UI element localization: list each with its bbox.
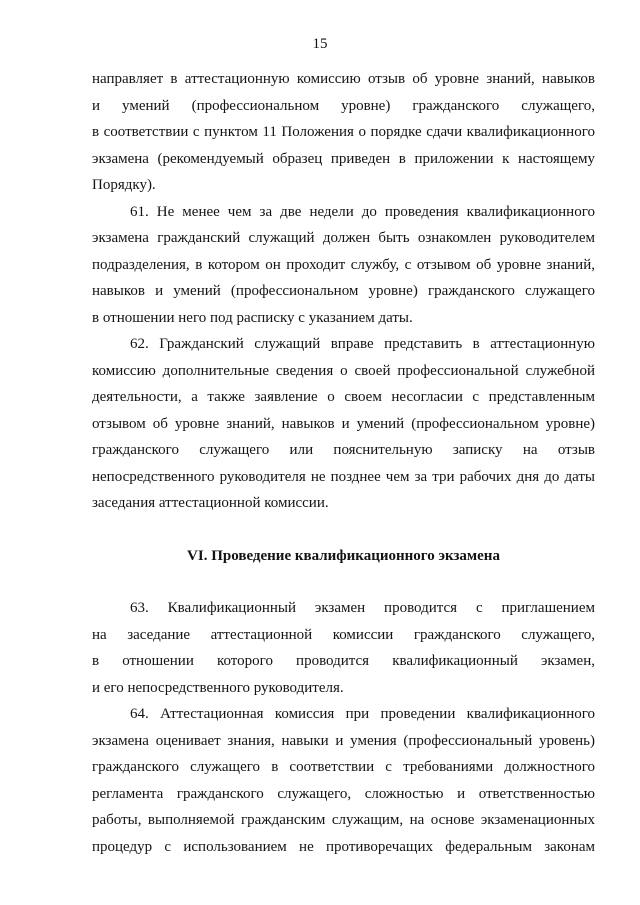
text-line: навыков и умений (профессиональном уровне) гражданского служащего (92, 283, 595, 299)
text-line: на заседание аттестационной комиссии гражданского служащего, (92, 626, 595, 643)
text-line: в отношении него под расписку с указанием даты. (92, 309, 413, 326)
paragraph-63 (92, 595, 595, 701)
text-line: подразделения, в котором он проходит службу, с отзывом об уровне знаний, (92, 256, 595, 273)
text-line: экзамена гражданский служащий должен быть ознакомлен руководителем (92, 230, 595, 246)
text-line: гражданского служащего или пояснительную записку на отзыв (92, 442, 595, 458)
paragraph-64 (92, 701, 595, 860)
text-line: 62. Гражданский служащий вправе представить в аттестационную (130, 336, 595, 352)
text-line: комиссию дополнительные сведения о своей профессиональной служебной (92, 362, 595, 379)
text-line: деятельности, а также заявление о своем несогласии с представленным (92, 389, 595, 405)
text-line: работы, выполняемой гражданским служащим, на основе экзаменационных (92, 812, 595, 828)
spacer (92, 517, 595, 543)
page-number: 15 (312, 36, 328, 52)
text-line: процедур с использованием не противоречащих федеральным законам (92, 838, 595, 855)
text-line: и его непосредственного руководителя. (92, 679, 344, 696)
text-line: 61. Не менее чем за две недели до проведения квалификационного (130, 203, 595, 220)
text-line: 64. Аттестационная комиссия при проведении квалификационного (130, 706, 595, 722)
text-line: непосредственного руководителя не позднее чем за три рабочих дня до даты (92, 468, 595, 485)
document-body (92, 66, 595, 860)
text-line: направляет в аттестационную комиссию отзыв об уровне знаний, навыков (92, 71, 595, 87)
paragraph-62 (92, 331, 595, 517)
text-line: экзамена (рекомендуемый образец приведен в приложении к настоящему (92, 150, 595, 167)
text-line: заседания аттестационной комиссии. (92, 495, 329, 511)
text-line: Порядку). (92, 177, 156, 193)
paragraph-continued (92, 66, 595, 199)
section-heading: VI. Проведение квалификационного экзамена (187, 547, 500, 564)
text-line: регламента гражданского служащего, сложностью и ответственностью (92, 785, 595, 802)
text-line: 63. Квалификационный экзамен проводится с приглашением (130, 600, 595, 616)
spacer (92, 569, 595, 595)
text-line: гражданского служащего в соответствии с требованиями должностного (92, 759, 595, 775)
text-line: отзывом об уровне знаний, навыков и умений (профессиональном уровне) (92, 415, 595, 432)
text-line: в отношении которого проводится квалификационный экзамен, (92, 653, 595, 669)
text-line: экзамена оценивает знания, навыки и умения (профессиональный уровень) (92, 732, 595, 749)
paragraph-61 (92, 199, 595, 332)
text-line: в соответствии с пунктом 11 Положения о порядке сдачи квалификационного (92, 124, 595, 140)
text-line: и умений (профессиональном уровне) гражданского служащего, (92, 97, 595, 114)
